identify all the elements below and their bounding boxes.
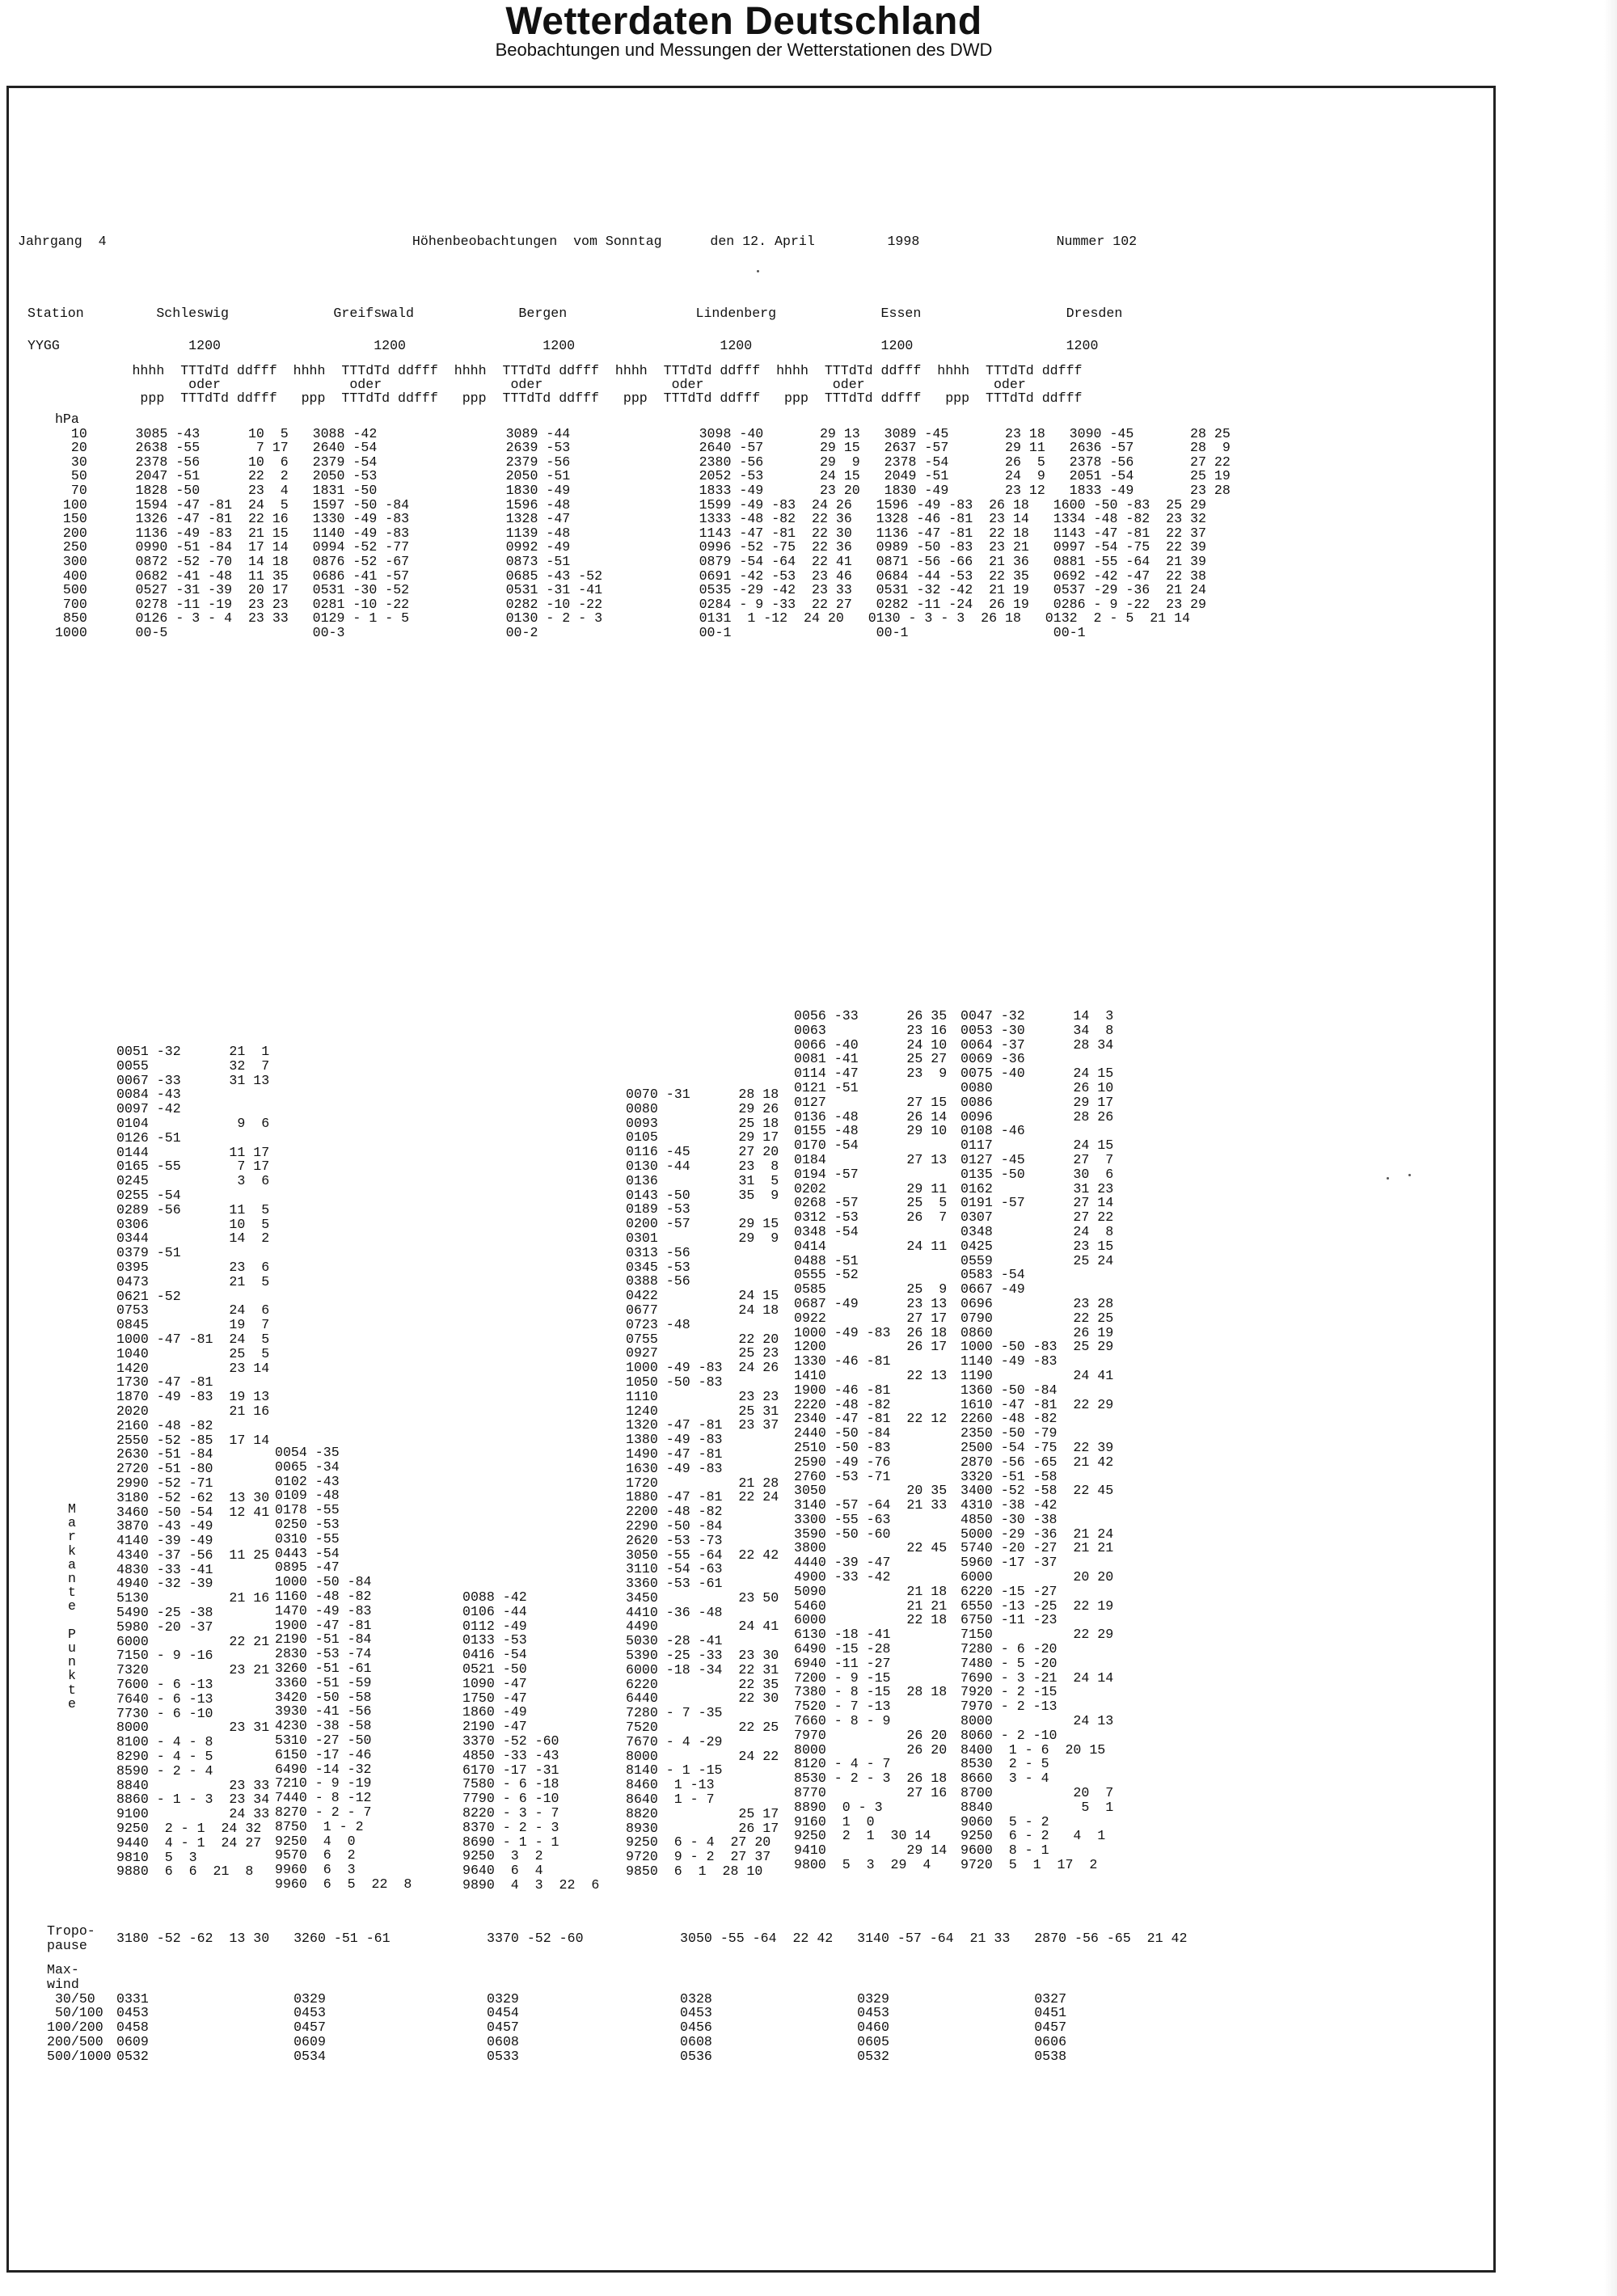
station-header: Station Schleswig Greifswald Bergen Lindenberg Essen Dresden YYGG 1200 1200 1200 1200 1200 1200	[27, 306, 1123, 353]
significant-points-essen: 0056 -33 26 35 0063 23 16 0066 -40 24 10 0081 -41 25 27 0114 -47 23 9 0121 -51 0127 27 15 0136 -48 26 14 0155 -48 29 10 0170 -54 0184 27 13 0194 -57 0202 29 11 0268 -57 25 5 0312 -53 26 7 0348 -54 0414 24 11 0488 -51 0555 -52 0585 25 9 0687 -49 23 13 0922 27 17 1000 -49 -83 26 18 1200 26 17 1330 -46 -81 1410 22 13 1900 -46 -81 2220 -48 -82 2340 -47 -81 22 12 2440 -50 -84 2510 -50 -83 2590 -49 -76 2760 -53 -71 3050 20 35 3140 -57 -64 21 33 3300 -55 -63 3590 -50 -60 3800 22 45 4440 -39 -47 4900 -33 -42 5090 21 18 5460 21 21 6000 22 18 6130 -18 -41 6490 -15 -28 6940 -11 -27 7200 - 9 -15 7380 - 8 -15 28 18 7520 - 7 -13 7660 - 8 - 9 7970 26 20 8000 26 20 8120 - 4 - 7 8530 - 2 - 3 26 18 8770 27 16 8890 0 - 3 9160 1 0 9250 2 1 30 14 9410 29 14 9800 5 3 29 4	[794, 1008, 948, 1873]
scan-speck	[1408, 1174, 1411, 1176]
tropopause-label: Tropo- pause	[47, 1923, 95, 1953]
scan-speck	[757, 270, 759, 272]
significant-points-greifswald: 0054 -35 0065 -34 0102 -43 0109 -48 0178 -55 0250 -53 0310 -55 0443 -54 0895 -47 1000 -50 -84 1160 -48 -82 1470 -49 -83 1900 -47 -81 2190 -51 -84 2830 -53 -74 3260 -51 -61 3360 -51 -59 3420 -50 -58 3930 -41 -56 4230 -38 -58 5310 -27 -50 6150 -17 -46 6490 -14 -32 7210 - 9 -19 7440 - 8 -12 8270 - 2 - 7 8750 1 - 2 9250 4 0 9570 6 2 9960 6 3 9960 6 5 22 8	[275, 1445, 412, 1892]
tropopause-values: 3180 -52 -62 13 30 3260 -51 -61 3370 -52 -60 3050 -55 -64 22 42 3140 -57 -64 21 33 2870 -56 -65 21 42	[116, 1931, 1188, 1946]
maxwind-label: Max- wind 30/50 50/100 100/200 200/500 500/1000	[47, 1962, 112, 2064]
page-title: Wetterdaten Deutschland	[505, 0, 982, 43]
significant-points-label: M a r k a n t e P u n k t e	[68, 1501, 76, 1711]
significant-points-bergen: 0088 -42 0106 -44 0112 -49 0133 -53 0416 -54 0521 -50 1090 -47 1750 -47 1860 -49 2190 -47 3370 -52 -60 4850 -33 -43 6170 -17 -31 7580 - 6 -18 7790 - 6 -10 8220 - 3 - 7 8370 - 2 - 3 8690 - 1 - 1 9250 3 2 9640 6 4 9890 4 3 22 6	[462, 1589, 600, 1893]
significant-points-schleswig: 0051 -32 21 1 0055 32 7 0067 -33 31 13 0084 -43 0097 -42 0104 9 6 0126 -51 0144 11 17 0165 -55 7 17 0245 3 6 0255 -54 0289 -56 11 5 0306 10 5 0344 14 2 0379 -51 0395 23 6 0473 21 5 0621 -52 0753 24 6 0845 19 7 1000 -47 -81 24 5 1040 25 5 1420 23 14 1730 -47 -81 1870 -49 -83 19 13 2020 21 16 2160 -48 -82 2550 -52 -85 17 14 2630 -51 -84 2720 -51 -80 2990 -52 -71 3180 -52 -62 13 30 3460 -50 -54 12 41 3870 -43 -49 4140 -39 -49 4340 -37 -56 11 25 4830 -33 -41 4940 -32 -39 5130 21 16 5490 -25 -38 5980 -20 -37 6000 22 21 7150 - 9 -16 7320 23 21 7600 - 6 -13 7640 - 6 -13 7730 - 6 -10 8000 23 31 8100 - 4 - 8 8290 - 4 - 5 8590 - 2 - 4 8840 23 33 8860 - 1 - 3 23 34 9100 24 33 9250 2 - 1 24 32 9440 4 - 1 24 27 9810 5 3 9880 6 6 21 8	[116, 1044, 270, 1880]
standard-levels-table: hPa 10 3085 -43 10 5 3088 -42 3089 -44 3098 -40 29 13 3089 -45 23 18 3090 -45 28 25 20 2638 -55 7 17 2640 -54 2639 -53 2640 -57 29 15 2637 -57 29 11 2636 -57 28 9 30 2378 -56 10 6 2379 -54 2379 -56 2380 -56 29 9 2378 -54 26 5 2378 -56 27 22 50 2047 -51 22 2 2050 -53 2050 -51 2052 -53 24 15 2049 -51 24 9 2051 -54 25 19 70 1828 -50 23 4 1831 -50 1830 -49 1833 -49 23 20 1830 -49 23 12 1833 -49 23 28 100 1594 -47 -81 24 5 1597 -50 -84 1596 -48 1599 -49 -83 24 26 1596 -49 -83 26 18 1600 -50 -83 25 29 150 1326 -47 -81 22 16 1330 -49 -83 1328 -47 1333 -48 -82 22 36 1328 -46 -81 23 14 1334 -48 -82 23 32 200 1136 -49 -83 21 15 1140 -49 -83 1139 -48 1143 -47 -81 22 30 1136 -47 -81 22 18 1143 -47 -81 22 37 250 0990 -51 -84 17 14 0994 -52 -77 0992 -49 0996 -52 -75 22 36 0989 -50 -83 23 21 0997 -54 -75 22 39 300 0872 -52 -70 14 18 0876 -52 -67 0873 -51 0879 -54 -64 22 41 0871 -56 -66 21 36 0881 -55 -64 21 39 400 0682 -41 -48 11 35 0686 -41 -57 0685 -43 -52 0691 -42 -53 23 46 0684 -44 -53 22 35 0692 -42 -47 22 38 500 0527 -31 -39 20 17 0531 -30 -52 0531 -31 -41 0535 -29 -42 23 33 0531 -32 -42 21 19 0537 -29 -36 21 24 700 0278 -11 -19 23 23 0281 -10 -22 0282 -10 -22 0284 - 9 -33 22 27 0282 -11 -24 26 19 0286 - 9 -22 23 29 850 0126 - 3 - 4 23 33 0129 - 1 - 5 0130 - 2 - 3 0131 1 -12 24 20 0130 - 3 - 3 26 18 0132 2 - 5 21 14 1000 00-5 00-3 00-2 00-1 00-1 00-1	[54, 412, 1231, 640]
significant-points-dresden: 0047 -32 14 3 0053 -30 34 8 0064 -37 28 34 0069 -36 0075 -40 24 15 0080 26 10 0086 29 17 0096 28 26 0108 -46 0117 24 15 0127 -45 27 7 0135 -50 30 6 0162 31 23 0191 -57 27 14 0307 27 22 0348 24 8 0425 23 15 0559 25 24 0583 -54 0667 -49 0696 23 28 0790 22 25 0860 26 19 1000 -50 -83 25 29 1140 -49 -83 1190 24 41 1360 -50 -84 1610 -47 -81 22 29 2260 -48 -82 2350 -50 -79 2500 -54 -75 22 39 2870 -56 -65 21 42 3320 -51 -58 3400 -52 -58 22 45 4310 -38 -42 4850 -30 -38 5000 -29 -36 21 24 5740 -20 -27 21 21 5960 -17 -37 6000 20 20 6220 -15 -27 6550 -13 -25 22 19 6750 -11 -23 7150 22 29 7280 - 6 -20 7480 - 5 -20 7690 - 3 -21 24 14 7920 - 2 -15 7970 - 2 -13 8000 24 13 8060 - 2 -10 8400 1 - 6 20 15 8530 2 - 5 8660 3 - 4 8700 20 7 8840 5 1 9060 5 - 2 9250 6 - 2 4 1 9600 8 - 1 9720 5 1 17 2	[960, 1008, 1114, 1873]
column-headers: hhhh TTTdTd ddfff hhhh TTTdTd ddfff hhhh TTTdTd ddfff hhhh TTTdTd ddfff hhhh TTTdTd ddfff hhhh TTTdTd ddfff oder oder oder oder oder oder ppp TTTdTd ddfff ppp TTTdTd ddfff ppp TTTdTd ddfff ppp TTTdTd ddfff ppp TTTdTd ddfff ppp TTTdTd ddfff	[132, 363, 1083, 406]
page-subtitle: Beobachtungen und Messungen der Wetterstationen des DWD	[495, 40, 993, 60]
issue-meta-line: Jahrgang 4 Höhenbeobachtungen vom Sonntag den 12. April 1998 Nummer 102	[18, 234, 1138, 249]
maxwind-values: 0331 0329 0329 0328 0329 0327 0453 0453 0454 0453 0453 0451 0458 0457 0457 0456 0460 0457 0609 0609 0608 0608 0605 0606 0532 0534 0533 0536 0532 0538	[116, 1990, 1067, 2064]
scan-speck	[1387, 1177, 1389, 1180]
significant-points-lindenberg: 0070 -31 28 18 0080 29 26 0093 25 18 0105 29 17 0116 -45 27 20 0130 -44 23 8 0136 31 5 0143 -50 35 9 0189 -53 0200 -57 29 15 0301 29 9 0313 -56 0345 -53 0388 -56 0422 24 15 0677 24 18 0723 -48 0755 22 20 0927 25 23 1000 -49 -83 24 26 1050 -50 -83 1110 23 23 1240 25 31 1320 -47 -81 23 37 1380 -49 -83 1490 -47 -81 1630 -49 -83 1720 21 28 1880 -47 -81 22 24 2200 -48 -82 2290 -50 -84 2620 -53 -73 3050 -55 -64 22 42 3110 -54 -63 3360 -53 -61 3450 23 50 4410 -36 -48 4490 24 41 5030 -28 -41 5390 -25 -33 23 30 6000 -18 -34 22 31 6220 22 35 6440 22 30 7280 - 7 -35 7520 22 25 7670 - 4 -29 8000 24 22 8140 - 1 -15 8460 1 -13 8640 1 - 7 8820 25 17 8930 26 17 9250 6 - 4 27 20 9720 9 - 2 27 37 9850 6 1 28 10	[626, 1087, 779, 1880]
scan-page-edge	[1604, 0, 1617, 2296]
